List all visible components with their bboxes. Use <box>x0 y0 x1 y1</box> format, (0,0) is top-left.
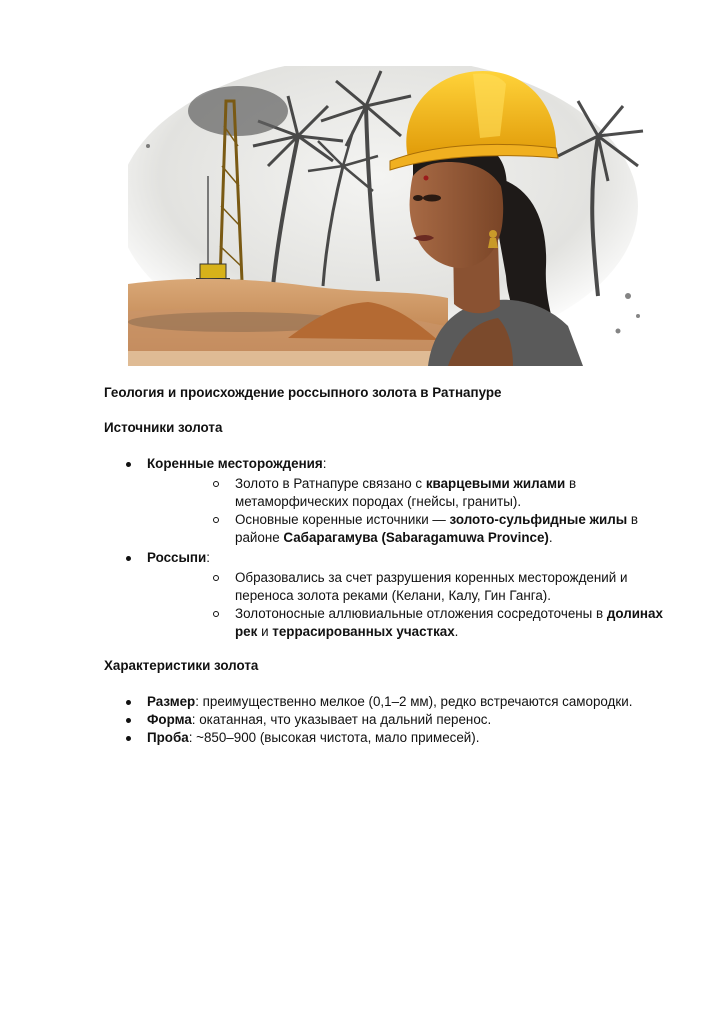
list-item-placers: Россыпи: Образовались за счет разрушения коренных месторождений и переноса золота реками (Келани, Калу, Гин Ганга). Золотоносные аллювиальные отложения сосредоточены в долинах рек и террасированных участках. <box>104 549 664 641</box>
list-item: Основные коренные источники — золото-сульфидные жилы в районе Сабарагамува (Sabaragamuwa Province). <box>147 511 664 547</box>
bullet-icon <box>126 462 131 467</box>
sources-list <box>104 455 664 641</box>
circle-bullet-icon <box>213 575 219 581</box>
section-heading-characteristics: Характеристики золота <box>104 658 259 673</box>
article-body <box>104 384 664 747</box>
circle-bullet-icon <box>213 611 219 617</box>
placers-sublist <box>147 569 664 641</box>
list-item: Образовались за счет разрушения коренных месторождений и переноса золота реками (Келани, Калу, Гин Ганга). <box>147 569 664 605</box>
list-item-shape: Форма: окатанная, что указывает на дальний перенос. <box>104 711 664 729</box>
list-item-bedrock: Коренные месторождения: Золото в Ратнапуре связано с кварцевыми жилами в метаморфических породах (гнейсы, граниты). Основные коренные источники — золото-сульфидные жилы в районе Сабарагамува (Sabaragamuwa Province). <box>104 455 664 547</box>
hero-illustration <box>128 66 648 366</box>
bullet-icon <box>126 556 131 561</box>
bullet-icon <box>126 700 131 705</box>
list-item-fineness: Проба: ~850–900 (высокая чистота, мало примесей). <box>104 729 664 747</box>
document-title: Геология и происхождение россыпного золота в Ратнапуре <box>104 385 502 400</box>
circle-bullet-icon <box>213 517 219 523</box>
list-item: Золото в Ратнапуре связано с кварцевыми жилами в метаморфических породах (гнейсы, граниты). <box>147 475 664 511</box>
list-item-size: Размер: преимущественно мелкое (0,1–2 мм), редко встречаются самородки. <box>104 693 664 711</box>
placers-label: Россыпи <box>147 550 207 565</box>
bedrock-sublist <box>147 475 664 547</box>
circle-bullet-icon <box>213 481 219 487</box>
bullet-icon <box>126 736 131 741</box>
bedrock-label: Коренные месторождения <box>147 456 323 471</box>
section-heading-sources: Источники золота <box>104 420 223 435</box>
characteristics-list <box>104 693 664 747</box>
list-item: Золотоносные аллювиальные отложения сосредоточены в долинах рек и террасированных участках. <box>147 605 664 641</box>
bullet-icon <box>126 718 131 723</box>
